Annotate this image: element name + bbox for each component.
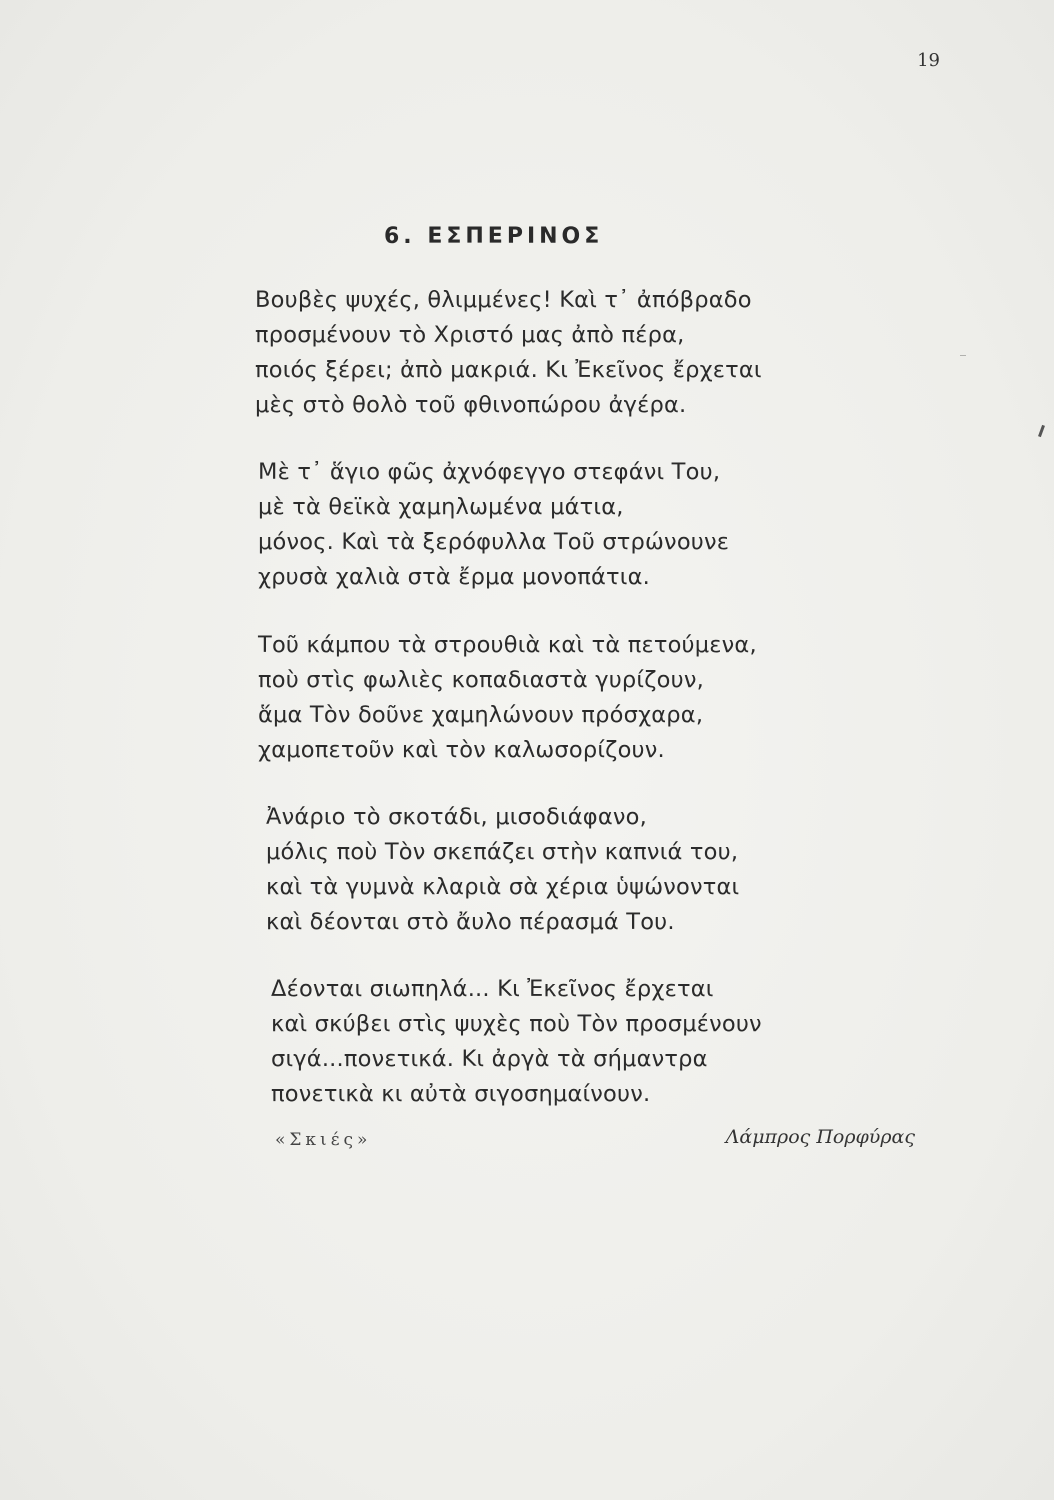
verse-line: σιγά...πονετικά. Κι ἀργὰ τὰ σήμαντρα (271, 1046, 708, 1072)
verse-line: προσμένουν τὸ Χριστό μας ἀπὸ πέρα, (255, 322, 685, 348)
poem-author: Λάμπρος Πορφύρας (725, 1126, 915, 1148)
verse-line: μόλις ποὺ Τὸν σκεπάζει στὴν καπνιά του, (266, 839, 739, 865)
verse-line: ποὺ στὶς φωλιὲς κοπαδιαστὰ γυρίζουν, (258, 667, 704, 693)
verse-line: μόνος. Καὶ τὰ ξερόφυλλα Τοῦ στρώνουνε (258, 529, 730, 555)
page-number: 19 (917, 50, 940, 71)
verse-line: ποιός ξέρει; ἀπὸ μακριά. Κι Ἐκεῖνος ἔρχεται (255, 357, 762, 383)
verse-line: Βουβὲς ψυχές, θλιμμένες! Καὶ τ᾽ ἀπόβραδο (255, 287, 752, 313)
verse-line: καὶ σκύβει στὶς ψυχὲς ποὺ Τὸν προσμένουν (271, 1011, 762, 1037)
stanza-1 (255, 283, 875, 423)
verse-line: Μὲ τ᾽ ἅγιο φῶς ἀχνόφεγγο στεφάνι Του, (258, 459, 721, 485)
paper-speck (960, 355, 966, 356)
stanza-3 (258, 628, 878, 768)
verse-line: μὲ τὰ θεϊκὰ χαμηλωμένα μάτια, (258, 494, 624, 520)
verse-line: πονετικὰ κι αὐτὰ σιγοσημαίνουν. (271, 1081, 651, 1107)
stanza-4 (266, 800, 886, 940)
verse-line: καὶ τὰ γυμνὰ κλαριὰ σὰ χέρια ὑψώνονται (266, 874, 740, 900)
source-collection: «Σκιές» (275, 1130, 372, 1150)
poem-title: 6. ΕΣΠΕΡΙΝΟΣ (384, 224, 604, 249)
verse-line: Ἀνάριο τὸ σκοτάδι, μισοδιάφανο, (266, 804, 647, 830)
verse-line: Δέονται σιωπηλά... Κι Ἐκεῖνος ἔρχεται (271, 976, 714, 1002)
verse-line: ἅμα Τὸν δοῦνε χαμηλώνουν πρόσχαρα, (258, 702, 704, 728)
verse-line: μὲς στὸ θολὸ τοῦ φθινοπώρου ἀγέρα. (255, 392, 687, 418)
stanza-5 (271, 972, 891, 1112)
verse-line: καὶ δέονται στὸ ἄυλο πέρασμά Του. (266, 909, 675, 935)
verse-line: χρυσὰ χαλιὰ στὰ ἔρμα μονοπάτια. (258, 564, 650, 590)
paper-speck (1038, 425, 1045, 437)
verse-line: Τοῦ κάμπου τὰ στρουθιὰ καὶ τὰ πετούμενα, (258, 632, 757, 658)
stanza-2 (258, 455, 878, 595)
verse-line: χαμοπετοῦν καὶ τὸν καλωσορίζουν. (258, 737, 665, 763)
